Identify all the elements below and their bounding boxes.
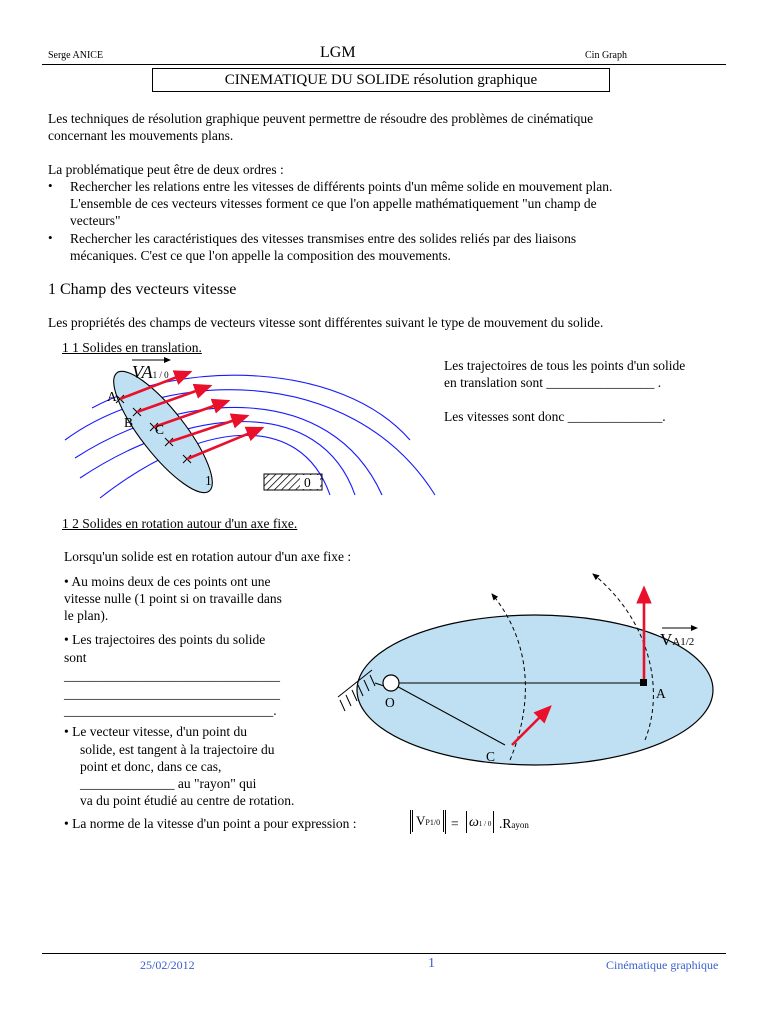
section1-heading: 1 Champ des vecteurs vitesse bbox=[48, 281, 237, 298]
label-A-rot: A bbox=[656, 686, 666, 701]
intro-b1-l2: L'ensemble de ces vecteurs vitesses forment ce que l'on appelle mathématiquement "un champ de bbox=[70, 196, 597, 211]
intro-b1-l1: Rechercher les relations entre les vitesses de différents points d'un même solide en mouvement plan. bbox=[70, 179, 613, 194]
bullet-1-glyph: • bbox=[48, 178, 53, 193]
sub12-b3-l5: va du point étudié au centre de rotation. bbox=[80, 793, 295, 808]
sub12-norm-text: • La norme de la vitesse d'un point a pour expression : bbox=[64, 816, 357, 831]
intro-p1-l1: Les techniques de résolution graphique peuvent permettre de résoudre des problèmes de cinématique bbox=[48, 111, 594, 126]
sub11-text1-l1: Les trajectoires de tous les points d'un solide bbox=[444, 358, 686, 373]
sub12-b2-l3: ________________________________ bbox=[64, 668, 280, 683]
header-rule bbox=[42, 64, 726, 65]
label-solid-1: 1 bbox=[205, 473, 212, 488]
sub12-b1-l2: vitesse nulle (1 point si on travaille dans bbox=[64, 591, 282, 606]
header-author: Serge ANICE bbox=[48, 50, 104, 61]
intro-b2-l2: mécaniques. C'est ce que l'on appelle la composition des mouvements. bbox=[70, 248, 451, 263]
norm-eq: = bbox=[451, 816, 459, 831]
intro-b2-l1: Rechercher les caractéristiques des vitesses transmises entre des solides reliés par des liaisons bbox=[70, 231, 577, 246]
bullet-2-glyph: • bbox=[48, 230, 53, 245]
footer-right: Cinématique graphique bbox=[606, 958, 719, 972]
sub11-text1-l2: en translation sont ________________ . bbox=[444, 375, 662, 390]
header-right: Cin Graph bbox=[585, 50, 627, 61]
sub11-text2: Les vitesses sont donc ______________. bbox=[444, 409, 666, 424]
translation-diagram bbox=[0, 350, 460, 510]
sub12-b2-l1: • Les trajectoires des points du solide bbox=[64, 632, 266, 647]
sub12-b3-l1: • Le vecteur vitesse, d'un point du bbox=[64, 724, 247, 739]
sub12-b2-l5: _______________________________. bbox=[64, 703, 277, 718]
vec-va12-label: VA1/2 bbox=[660, 630, 695, 649]
sub12-intro: Lorsqu'un solide est en rotation autour d'un axe fixe : bbox=[64, 549, 352, 564]
sub12-b2-l4: ________________________________ bbox=[64, 686, 280, 701]
vec-va-label: VA1 / 0 bbox=[132, 362, 169, 382]
norm-R: .Rayon bbox=[499, 816, 529, 831]
label-O: O bbox=[385, 695, 395, 710]
label-C: C bbox=[155, 422, 165, 437]
rotation-diagram bbox=[320, 560, 720, 780]
header-center: LGM bbox=[320, 44, 356, 61]
sub11-heading: 1 1 Solides en translation. bbox=[62, 340, 202, 355]
sub12-heading: 1 2 Solides en rotation autour d'un axe fixe. bbox=[62, 516, 298, 531]
sub12-b3-l3: point et donc, dans ce cas, bbox=[80, 759, 222, 774]
label-C-rot: C bbox=[486, 749, 496, 764]
label-A: A bbox=[107, 389, 117, 404]
intro-p1-l2: concernant les mouvements plans. bbox=[48, 128, 234, 143]
intro-p2: La problématique peut être de deux ordres : bbox=[48, 162, 284, 177]
sub12-b2-l2: sont bbox=[64, 650, 87, 665]
label-B: B bbox=[124, 415, 134, 430]
footer-date: 25/02/2012 bbox=[140, 958, 195, 972]
footer-page: 1 bbox=[428, 956, 435, 971]
sub12-b3-l4: ______________ au "rayon" qui bbox=[80, 776, 257, 791]
norm-omega-abs: ω1 / 0 bbox=[466, 811, 494, 833]
section1-intro: Les propriétés des champs de vecteurs vitesse sont différentes suivant le type de mouvement du solide. bbox=[48, 315, 604, 330]
sub12-b3-l2: solide, est tangent à la trajectoire du bbox=[80, 742, 275, 757]
norm-abs-outer: VP1/0 bbox=[410, 810, 446, 834]
footer-rule bbox=[42, 953, 726, 954]
label-ground-0: 0 bbox=[304, 475, 311, 490]
sub12-b1-l3: le plan). bbox=[64, 608, 109, 623]
rotation-center-O bbox=[383, 675, 399, 691]
page-title: CINEMATIQUE DU SOLIDE résolution graphique bbox=[152, 68, 610, 92]
sub12-b1-l1: • Au moins deux de ces points ont une bbox=[64, 574, 271, 589]
intro-b1-l3: vecteurs" bbox=[70, 213, 121, 228]
